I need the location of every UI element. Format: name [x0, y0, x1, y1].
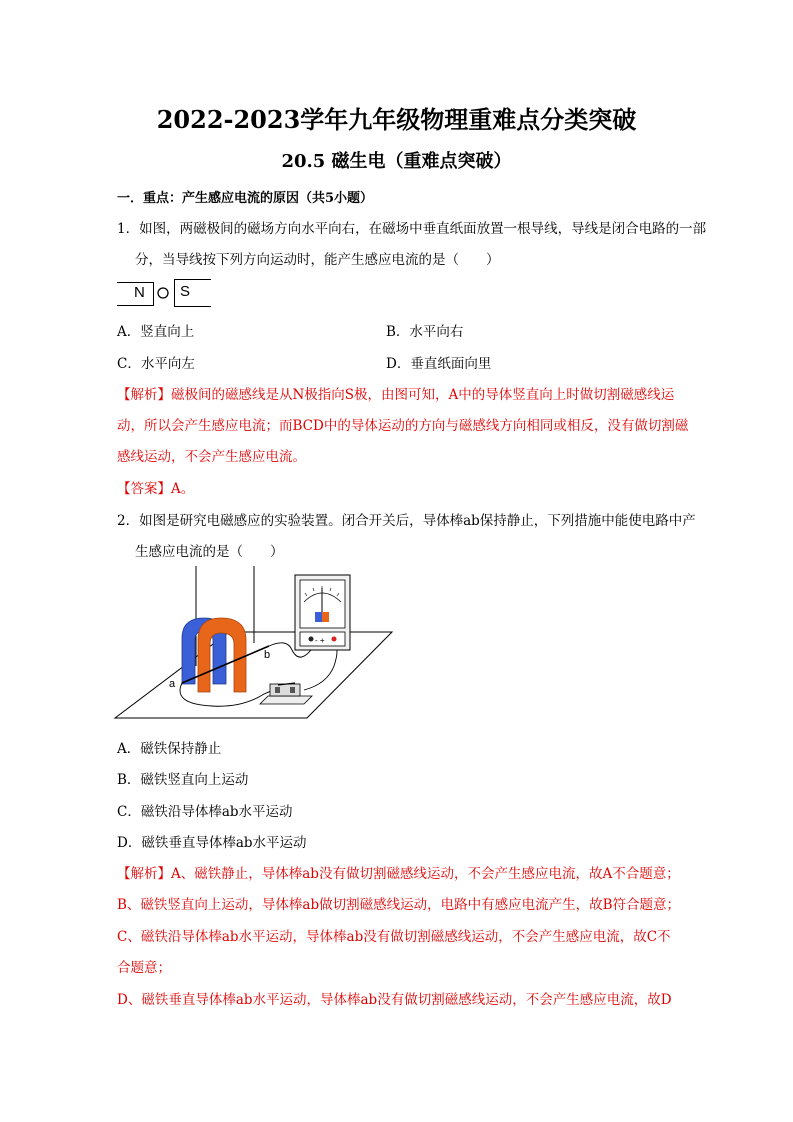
q2-option-a: A．磁铁保持静止 — [117, 741, 222, 757]
s-pole — [174, 279, 211, 307]
q1-option-d: D．垂直纸面向里 — [386, 356, 492, 372]
q1-analysis-line2: 动，所以会产生感应电流；而BCD中的导体运动的方向与磁感线方向相同或相反，没有做切割磁 — [117, 418, 689, 434]
conductor-cross-section-icon — [156, 286, 170, 300]
q1-option-b: B．水平向右 — [386, 324, 464, 340]
q2-analysis-line1: 【解析】A、磁铁静止，导体棒ab没有做切割磁感线运动，不会产生感应电流，故A不合题意； — [117, 866, 680, 882]
q1-stem-line1: 1．如图，两磁极间的磁场方向水平向右，在磁场中垂直纸面放置一根导线，导线是闭合电路的一部 — [117, 221, 707, 237]
document-subtitle: 20.5 磁生电（重难点突破） — [281, 151, 512, 172]
q2-apparatus-figure — [112, 566, 397, 721]
q1-answer: 【答案】A。 — [117, 481, 195, 497]
q1-stem-line2: 分，当导线按下列方向运动时，能产生感应电流的是（ ） — [135, 252, 500, 268]
q2-option-b: B．磁铁竖直向上运动 — [117, 772, 249, 788]
q2-analysis-line3: C、磁铁沿导体棒ab水平运动，导体棒ab没有做切割磁感线运动，不会产生感应电流，故C不 — [117, 929, 671, 945]
q2-analysis-line5: D、磁铁垂直导体棒ab水平运动，导体棒ab没有做切割磁感线运动，不会产生感应电流，故D — [117, 992, 672, 1008]
s-pole-label: S — [180, 283, 191, 300]
horseshoe-magnet-icon — [182, 618, 246, 692]
n-pole — [117, 282, 154, 306]
label-a: a — [169, 678, 176, 690]
galvanometer-icon — [295, 575, 350, 650]
label-b: b — [264, 649, 271, 661]
q2-option-d: D．磁铁垂直导体棒ab水平运动 — [117, 835, 307, 851]
meter-terminal-labels: - + — [315, 636, 325, 645]
q1-option-a: A．竖直向上 — [117, 324, 195, 340]
document-title: 2022-2023学年九年级物理重难点分类突破 — [156, 105, 637, 134]
q2-option-c: C．磁铁沿导体棒ab水平运动 — [117, 804, 293, 820]
n-pole-label: N — [134, 284, 145, 301]
q1-analysis-line1: 【解析】磁极间的磁感线是从N极指向S极，由图可知，A中的导体竖直向上时做切割磁感线运 — [117, 387, 675, 403]
q1-option-c: C．水平向左 — [117, 356, 195, 372]
q2-stem-line2: 生感应电流的是（ ） — [135, 544, 284, 560]
q1-analysis-line3: 感线运动，不会产生感应电流。 — [117, 449, 306, 465]
q2-stem-line1: 2．如图是研究电磁感应的实验装置。闭合开关后，导体棒ab保持静止，下列措施中能使电路中产 — [117, 513, 696, 529]
q2-analysis-line4: 合题意； — [117, 960, 171, 976]
section-heading: 一．重点：产生感应电流的原因（共5小题） — [117, 191, 374, 206]
q2-analysis-line2: B、磁铁竖直向上运动，导体棒ab做切割磁感线运动，电路中有感应电流产生，故B符合题意； — [117, 897, 681, 913]
